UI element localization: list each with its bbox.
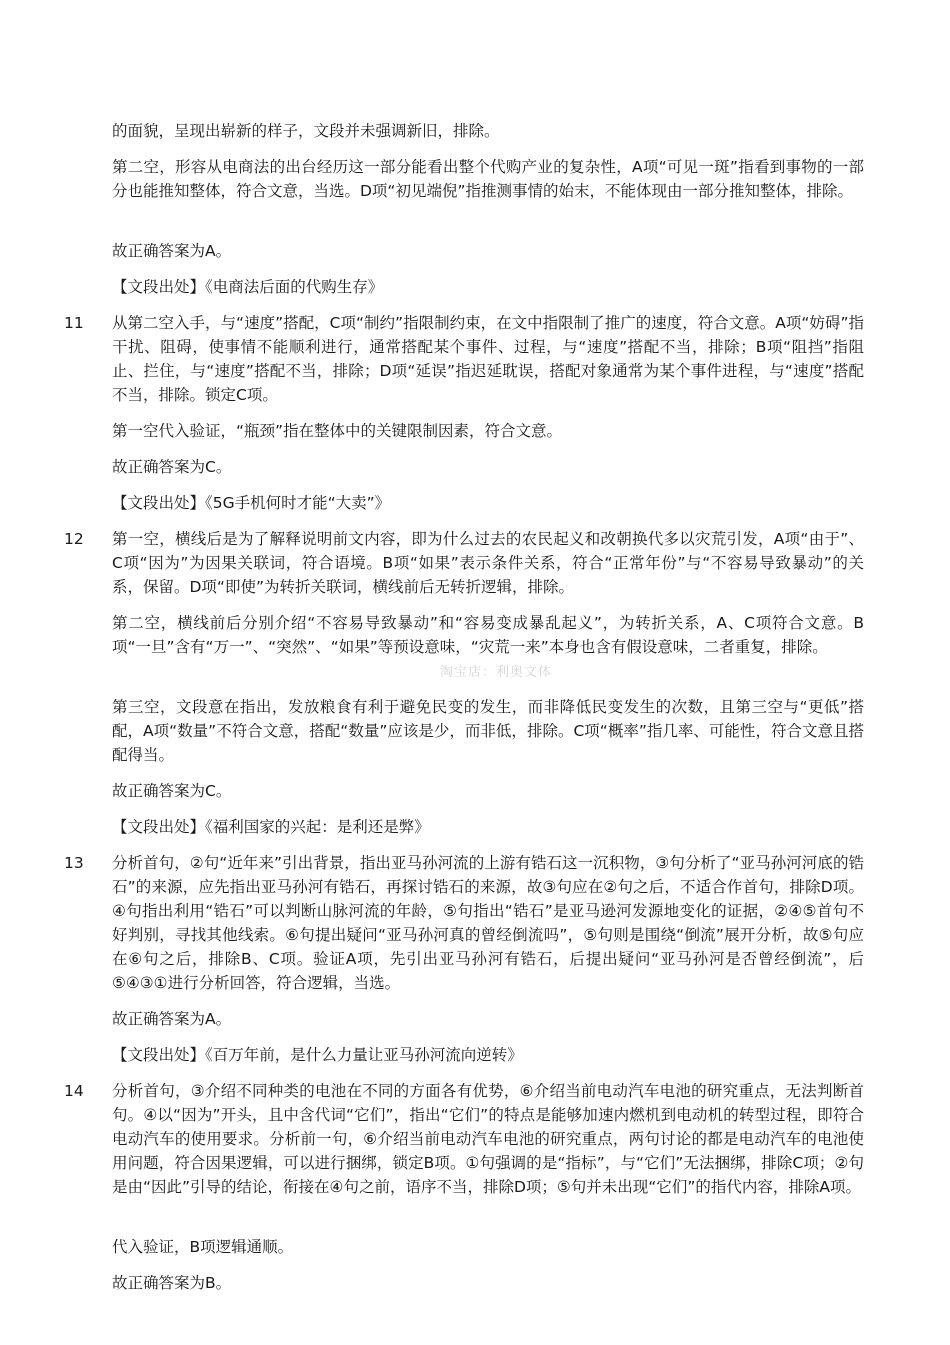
- source-line: 【文段出处】《福利国家的兴起：是利还是弊》: [112, 818, 430, 836]
- paragraph-p0: 的面貌，呈现出崭新的样子，文段并未强调新旧，排除。: [112, 122, 500, 140]
- paragraph-q14-1: 分析首句，③介绍不同种类的电池在不同的方面各有优势，⑥介绍当前电动汽车电池的研究重点，无法判断首句。④以“因为”开头，且中含代词“它们”，指出“它们”的特点是能够加速内燃机到电动机的转型过程，即符合电动汽车的使用要求。分析前一句，⑥介绍当前电动汽车电池的研究重点，两句讨论的都是电动汽车的电池使用问题，符合因果逻辑，可以进行捆绑，锁定B项。①句强调的是“指标”，与“它们”无法捆绑，排除C项；②句是由“因此”引导的结论，衔接在④句之前，语序不当，排除D项；⑤句并未出现“它们”的指代内容，排除A项。: [112, 1082, 864, 1196]
- question-number: 13: [64, 854, 84, 872]
- question-number: 14: [64, 1082, 84, 1100]
- question-number: 11: [64, 314, 84, 332]
- paragraph-q14-2: 代入验证，B项逻辑通顺。: [112, 1238, 294, 1256]
- answer-line: 故正确答案为A。: [112, 1010, 232, 1028]
- source-line: 【文段出处】《电商法后面的代购生存》: [112, 278, 384, 296]
- paragraph-q12-1: 第一空，横线后是为了解释说明前文内容，即为什么过去的农民起义和改朝换代多以灾荒引发，A项“由于”、 C项“因为”为因果关联词，符合语境。B项“如果”表示条件关系，符合“正常年份”与“不容易导致暴动”的关系，保留。D项“即使”为转折关联词，横线前后无转折逻辑，排除。: [112, 530, 864, 596]
- answer-line: 故正确答案为C。: [112, 782, 232, 800]
- paragraph-p1: 第二空，形容从电商法的出台经历这一部分能看出整个代购产业的复杂性，A项“可见一斑”指看到事物的一部分也能推知整体，符合文意，当选。D项“初见端倪”指推测事情的始末，不能体现由一部分推知整体，排除。: [112, 158, 864, 200]
- paragraph-q12-3: 第三空，文段意在指出，发放粮食有利于避免民变的发生，而非降低民变发生的次数，且第三空与“更低”搭配，A项“数量”不符合文意，搭配“数量”应该是少，而非低，排除。C项“概率”指几率、可能性，符合文意且搭配得当。: [112, 698, 864, 764]
- paragraph-q11-1: 从第二空入手，与“速度”搭配，C项“制约”指限制约束，在文中指限制了推广的速度，符合文意。A项“妨碍”指干扰、阻碍，使事情不能顺利进行，通常搭配某个事件、过程，与“速度”搭配不当，排除；B项“阻挡”指阻止、拦住，与“速度”搭配不当，排除；D项“延误”指迟延耽误，搭配对象通常为某个事件进程，与“速度”搭配不当，排除。锁定C项。: [112, 314, 864, 404]
- watermark: 淘宝店：利奥文体: [440, 665, 553, 680]
- answer-line: 故正确答案为A。: [112, 242, 232, 260]
- answer-line: 故正确答案为B。: [112, 1274, 232, 1292]
- source-line: 【文段出处】《百万年前，是什么力量让亚马孙河流向逆转》: [112, 1046, 523, 1064]
- paragraph-q13-1: 分析首句，②句“近年来”引出背景，指出亚马孙河流的上游有锆石这一沉积物，③句分析了“亚马孙河河底的锆石”的来源，应先指出亚马孙河有锆石，再探讨锆石的来源，故③句应在②句之后，不适合作首句，排除D项。④句指出利用“锆石”可以判断山脉河流的年龄，⑤句指出“锆石”是亚马逊河发源地变化的证据，②④⑤首句不好判别，寻找其他线索。⑥句提出疑问“亚马孙河真的曾经倒流吗”，⑤句则是围绕“倒流”展开分析，故⑤句应在⑥句之后，排除B、C项。验证A项，先引出亚马孙河有锆石，后提出疑问“亚马孙河是否曾经倒流”，后⑤④③①进行分析回答，符合逻辑，当选。: [112, 854, 864, 992]
- question-number: 12: [64, 530, 84, 548]
- paragraph-q11-2: 第一空代入验证，“瓶颈”指在整体中的关键限制因素，符合文意。: [112, 422, 563, 440]
- paragraph-q12-2: 第二空，横线前后分别介绍“不容易导致暴动”和“容易变成暴乱起义”，为转折关系，A、C项符合文意。B项“一旦”含有“万一”、“突然”、“如果”等预设意味，“灾荒一来”本身也含有假设意味，二者重复，排除。: [112, 614, 864, 656]
- answer-line: 故正确答案为C。: [112, 458, 232, 476]
- source-line: 【文段出处】《5G手机何时才能“大卖”》: [112, 494, 391, 512]
